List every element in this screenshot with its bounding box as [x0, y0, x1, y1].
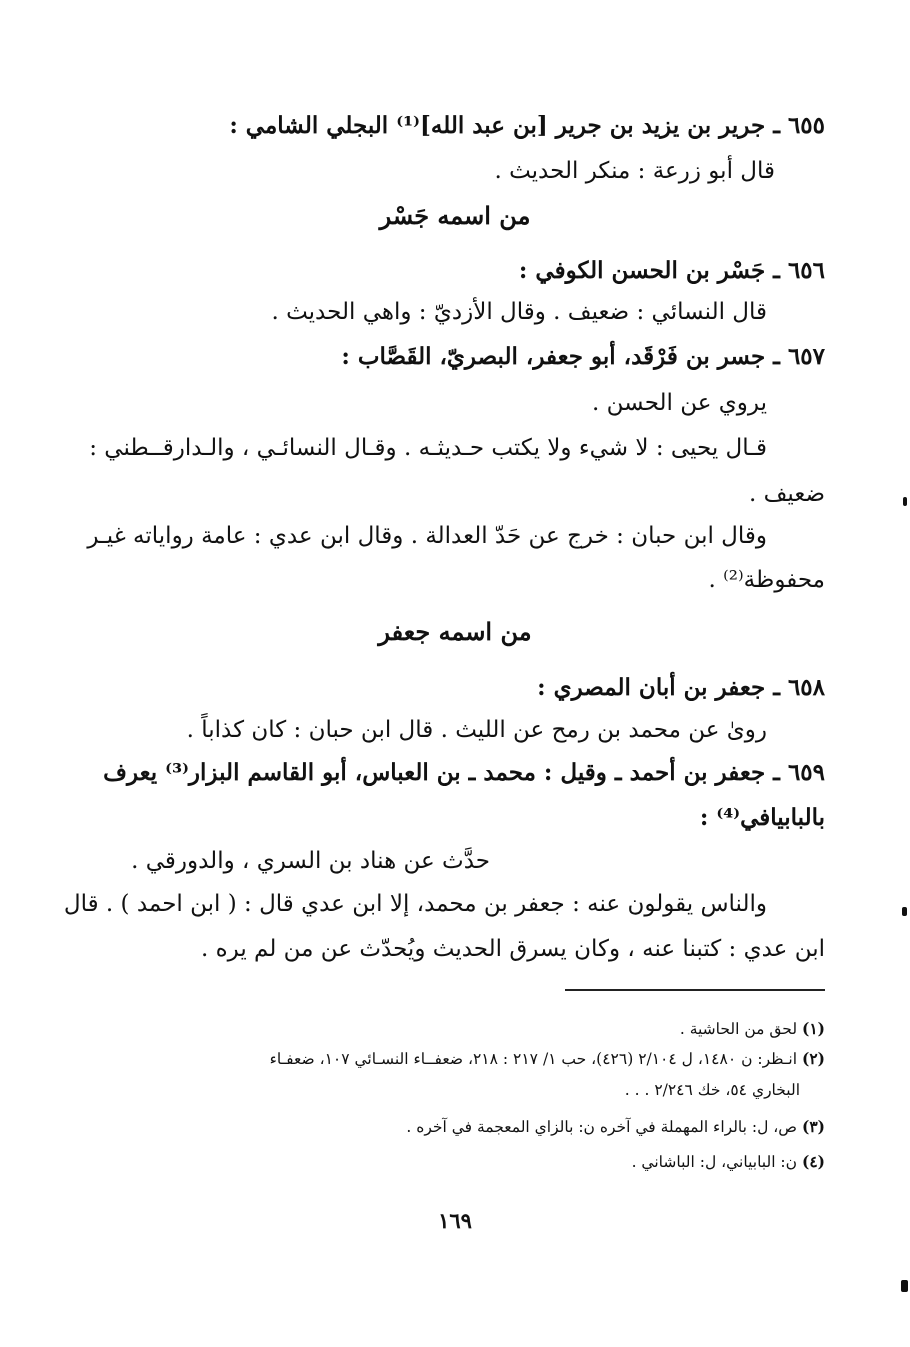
entry-656-text: قال النسائي : ضعيف . وقال الأزديّ : واهي الحديث . [271, 299, 767, 325]
footnote-2-text: انـظر: ن ١٤٨٠، ل ٢/١٠٤ (٤٢٦)، حب ١/ ٢١٧ : ٢١٨، ضعفــاء النسـائي ١٠٧، ضعفـاء [269, 1050, 798, 1068]
footnote-1 [680, 1017, 825, 1041]
footnote-1-text: لحق من الحاشية . [679, 1020, 798, 1038]
footnote-2 [270, 1047, 825, 1071]
footnote-4-text: ن: البابياني، ل: الباشاني . [631, 1153, 798, 1171]
footnote-4-number: (٤) [801, 1152, 825, 1171]
footnote-1-number: (١) [801, 1019, 825, 1038]
section-heading-jaafar: من اسمه جعفر [378, 617, 532, 646]
entry-659-text-3: ابن عدي : كتبنا عنه ، وكان يسرق الحديث ويُحدّث عن من لم يره . [200, 936, 825, 962]
footnote-3-text: ص، ل: بالراء المهملة في آخره ن: بالزاي المعجمة في آخره . [406, 1118, 798, 1136]
footnote-4 [632, 1150, 825, 1174]
entry-659-heading-cont: بالبابيافي⁽⁴⁾ : [699, 804, 825, 831]
entry-657-text-1: يروي عن الحسن . [592, 390, 767, 416]
entry-658-heading: ٦٥٨ ـ جعفر بن أبان المصري : [537, 674, 825, 701]
entry-659-text-2: والناس يقولون عنه : جعفر بن محمد، إلا ابن عدي قال : ( ابن احمد ) . قال [63, 891, 767, 917]
section-heading-jasr: من اسمه جَسْر [379, 201, 531, 230]
entry-659-text-1: حدَّث عن هناد بن السري ، والدورقي . [131, 848, 490, 874]
page-number: ١٦٩ [438, 1208, 472, 1233]
entry-657-text-4: وقال ابن حبان : خرج عن حَدّ العدالة . وقال ابن عدي : عامة رواياته غيـر [87, 523, 767, 549]
scan-speck [902, 907, 907, 916]
entry-659-heading: ٦٥٩ ـ جعفر بن أحمد ـ وقيل : محمد ـ بن العباس، أبو القاسم البزار⁽³⁾ يعرف [103, 759, 825, 786]
footnote-separator [565, 989, 825, 991]
entry-655-heading: ٦٥٥ ـ جرير بن يزيد بن جرير [بن عبد الله]⁽¹⁾ البجلي الشامي : [229, 112, 825, 139]
footnote-2-continued: البخاري ٥٤، خك ٢/٢٤٦ . . . [624, 1081, 800, 1099]
entry-657-text-3: ضعيف . [749, 481, 825, 507]
entry-658-text: روىٰ عن محمد بن رمح عن الليث . قال ابن حبان : كان كذاباً . [186, 717, 767, 743]
entry-656-heading: ٦٥٦ ـ جَسْر بن الحسن الكوفي : [518, 257, 825, 284]
scan-speck [903, 497, 907, 506]
entry-655-text: قال أبو زرعة : منكر الحديث . [494, 158, 775, 184]
footnote-3 [406, 1115, 825, 1139]
entry-657-heading: ٦٥٧ ـ جسر بن فَرْقَد، أبو جعفر، البصريّ، القَصَّاب : [341, 343, 825, 370]
entry-657-text-5: محفوظة⁽²⁾ . [708, 567, 825, 593]
footnote-3-number: (٣) [801, 1117, 825, 1136]
scan-speck [901, 1280, 908, 1292]
entry-657-text-2: قـال يحيى : لا شيء ولا يكتب حـديثـه . وقـال النسائـي ، والـدارقــطني : [89, 435, 767, 461]
footnote-2-number: (٢) [801, 1049, 825, 1068]
